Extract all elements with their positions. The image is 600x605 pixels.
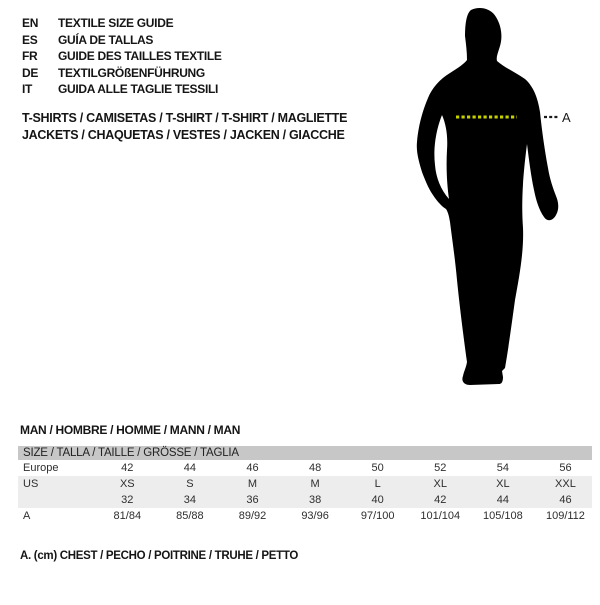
table-cell: L [374,478,381,490]
table-cell: 40 [371,494,384,506]
table-cell: 44 [183,462,197,474]
language-code: IT [22,82,33,97]
table-cell: 42 [434,494,447,506]
table-cell: 46 [559,494,572,506]
table-cell: 50 [371,462,384,474]
table-cell: 85/88 [176,510,204,522]
table-row-us-numeric [18,492,592,508]
table-cell: 101/104 [420,510,461,522]
row-label: US [23,478,39,490]
section-title-man: MAN / HOMBRE / HOMME / MANN / MAN [20,423,241,437]
table-row-chest-a [18,508,592,524]
table-cell: XS [119,478,135,490]
table-cell: 44 [496,494,509,506]
table-cell: 93/96 [301,510,329,522]
table-cell: 105/108 [482,510,523,522]
table-cell: XXL [555,478,576,490]
table-cell: 46 [246,462,259,474]
table-cell: 32 [121,494,134,506]
table-cell: 36 [246,494,259,506]
table-row-europe [18,460,592,476]
language-code: DE [22,65,39,80]
table-cell: 38 [308,494,322,506]
table-cell: 42 [121,462,134,474]
table-cell: M [247,478,258,490]
language-code: EN [22,16,39,30]
table-cell: XL [496,478,510,490]
language-code: FR [22,49,38,64]
language-label: TEXTILGRÖßENFÜHRUNG [58,65,205,80]
size-table [18,446,592,524]
table-cell: 109/112 [545,510,585,522]
language-code: ES [22,32,38,47]
language-label: GUÍA DE TALLAS [58,32,154,47]
table-cell: 97/100 [360,510,395,522]
table-cell: 81/84 [113,510,142,522]
measurement-footnote: A. (cm) CHEST / PECHO / POITRINE / TRUHE / PETTO [20,550,299,562]
table-row-us [18,476,592,492]
table-cell: S [186,478,194,490]
row-label: A [23,510,31,522]
row-label: Europe [23,462,59,474]
garment-types-line2: JACKETS / CHAQUETAS / VESTES / JACKEN / GIACCHE [22,128,345,142]
table-cell: 56 [559,462,572,474]
garment-types-line1: T-SHIRTS / CAMISETAS / T-SHIRT / T-SHIRT / MAGLIETTE [22,111,348,125]
table-cell: 89/92 [238,510,267,522]
language-label: GUIDE DES TAILLES TEXTILE [58,49,222,64]
table-cell: XL [433,478,447,490]
table-cell: 54 [496,462,509,474]
language-label: GUIDA ALLE TAGLIE TESSILI [58,82,219,97]
measure-label-a: A [562,110,571,125]
man-body-shape [417,8,558,385]
table-cell: M [310,478,320,490]
table-cell: 34 [183,494,197,506]
language-label: TEXTILE SIZE GUIDE [58,16,174,30]
table-cell: 52 [434,462,447,474]
size-table-header: SIZE / TALLA / TAILLE / GRÖSSE / TAGLIA [18,446,592,460]
table-cell: 48 [308,462,322,474]
